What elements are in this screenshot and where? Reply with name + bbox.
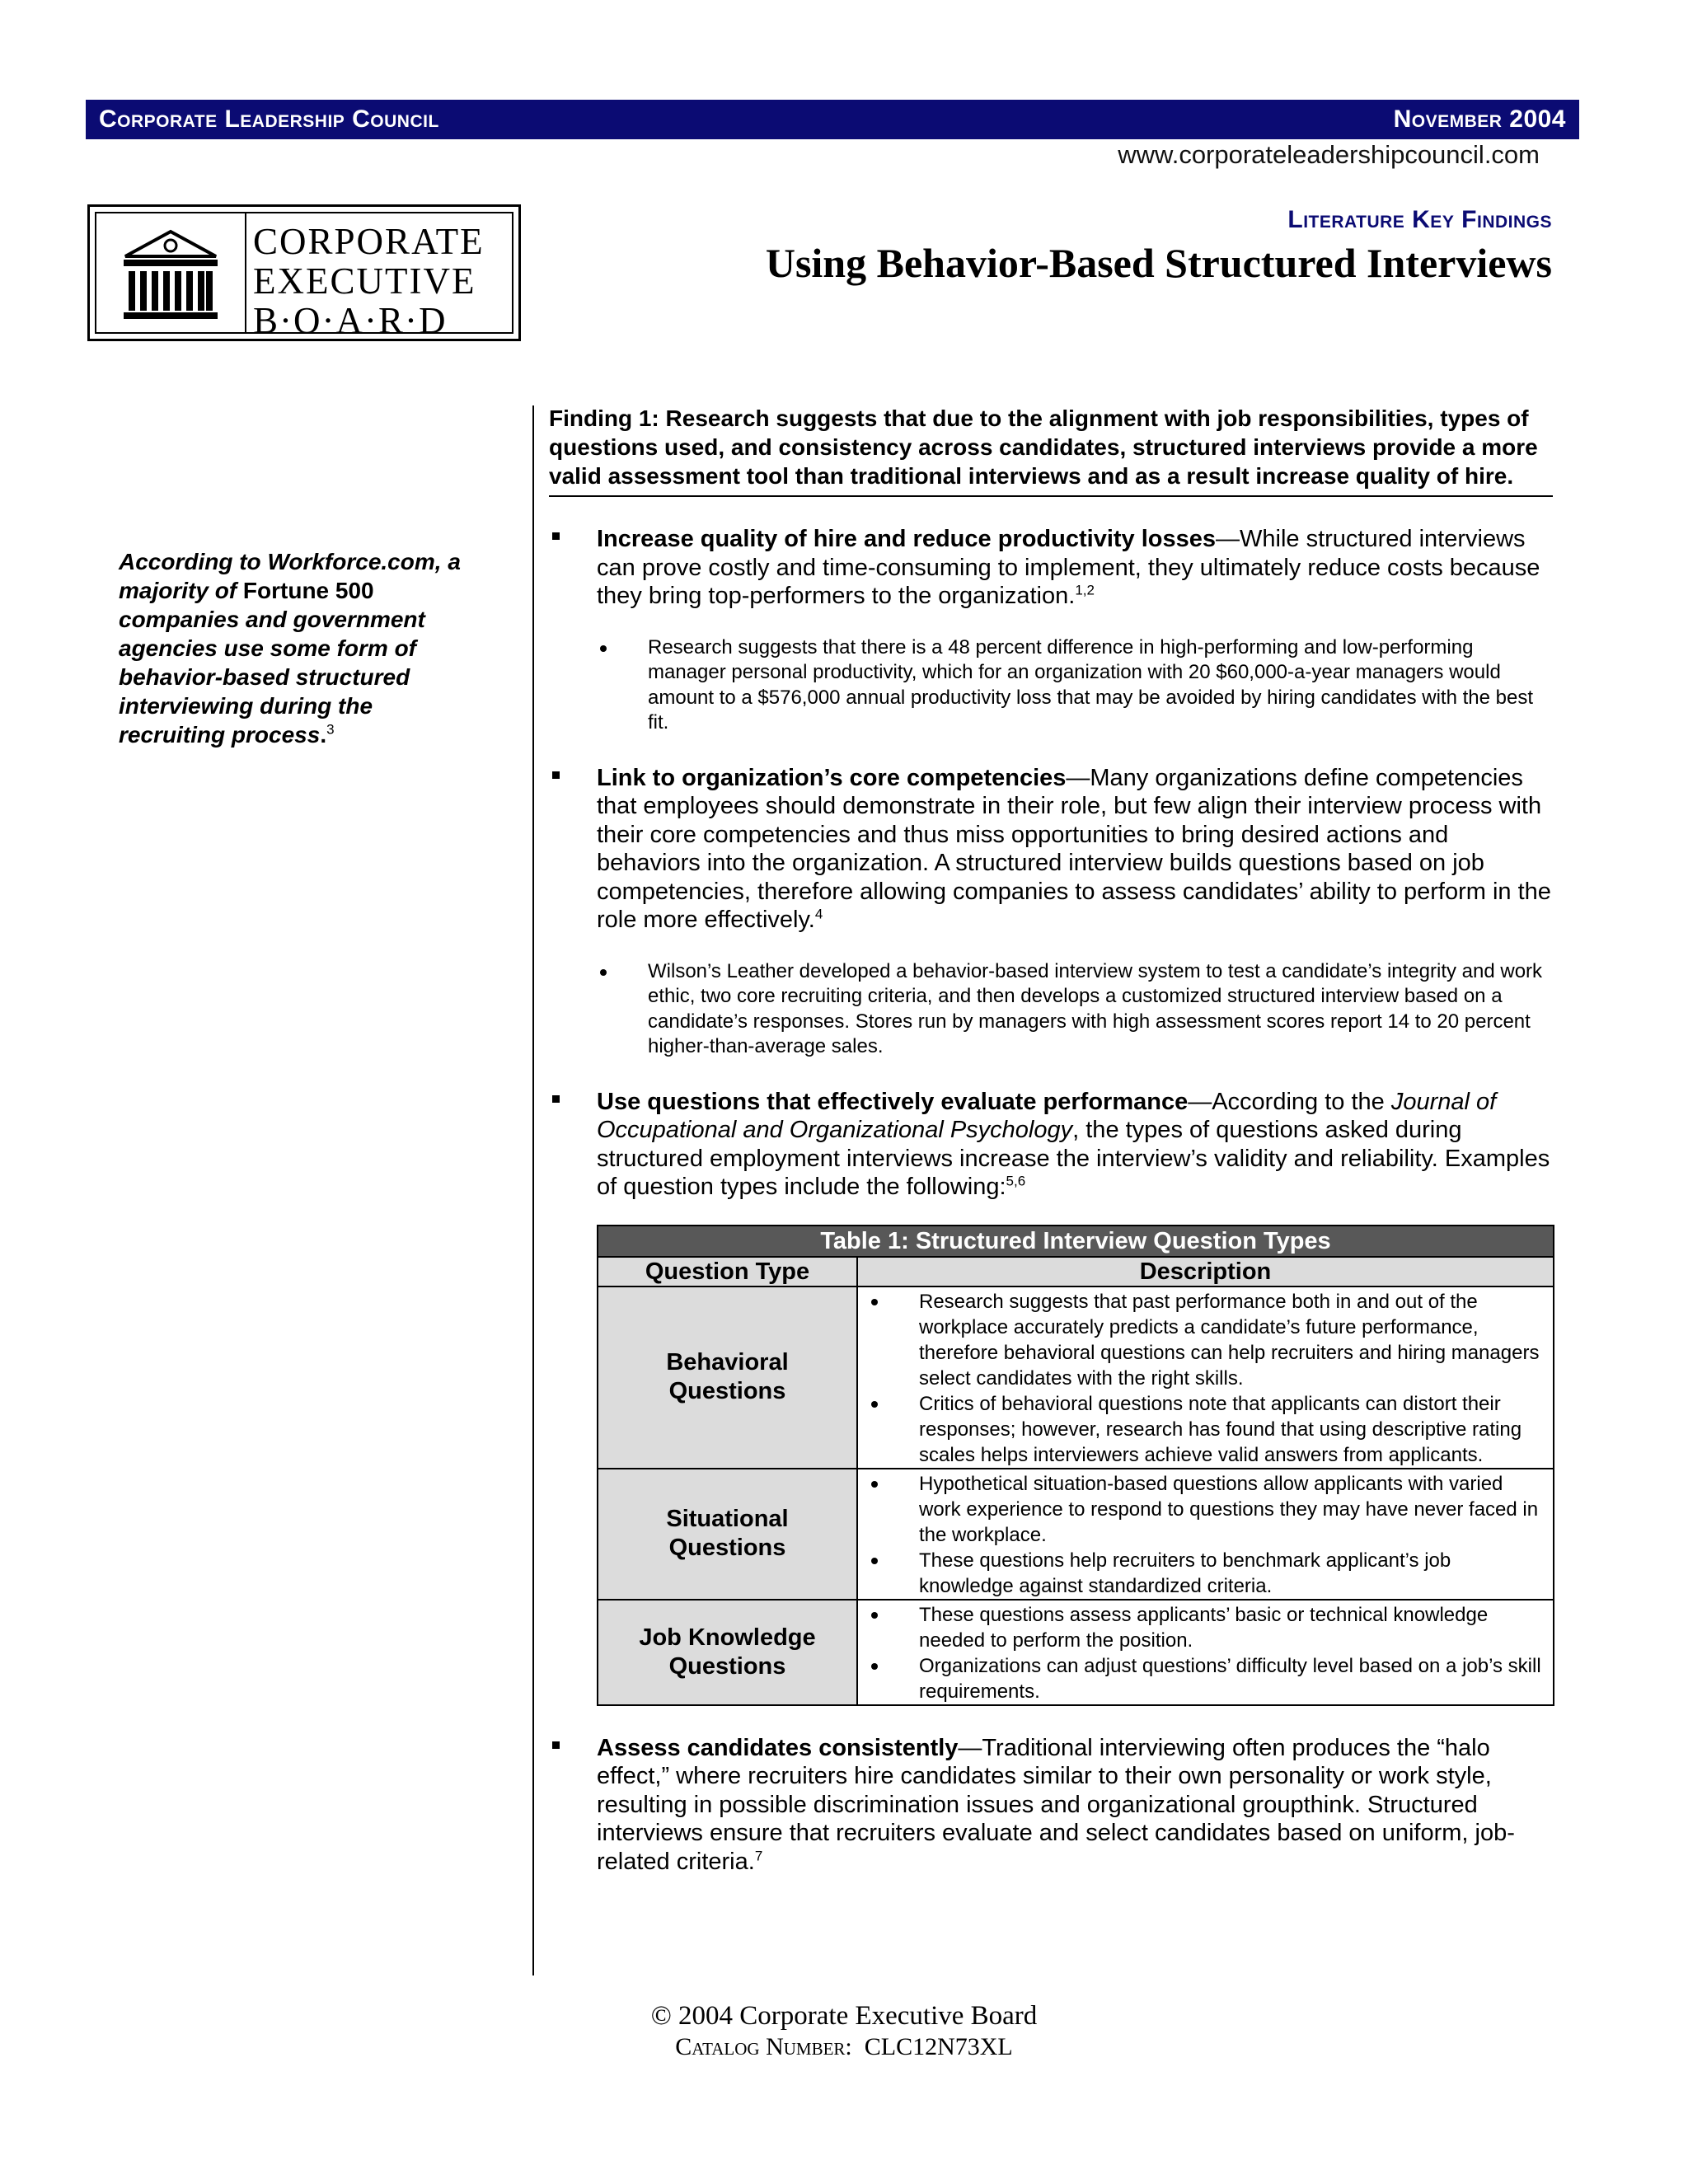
list-item: Critics of behavioral questions note that applicants can distort their responses; however, research has found that using descriptive rating scales helps interviewers achieve valid answers from applicants. [858,1391,1545,1468]
building-columns-icon [96,213,246,332]
website-url[interactable]: www.corporateleadershipcouncil.com [1118,140,1540,169]
bullet-icon [871,1401,878,1408]
supporting-detail: Wilson’s Leather developed a behavior-based interview system to test a candidate’s integrity and work ethic, two core recruiting criteria, and then develops a customized structured interview based on a candidate’s responses. Stores run by managers with high assessment scores report 14 to 20 percent higher-than-average sales. [648,959,1553,1060]
list-item: These questions help recruiters to benchmark applicant’s job knowledge against standardized criteria. [858,1548,1545,1599]
table-row [598,1468,1553,1599]
page-title: Using Behavior-Based Structured Interviews [765,240,1552,286]
supporting-detail: Research suggests that there is a 48 percent difference in high-performing and low-performing manager personal productivity, which for an organization with 20 $60,000-a-year managers would amount to a $576,000 annual productivity loss that may be avoided by hiring candidates with the best fit. [648,635,1553,736]
column-header-description: Description [1139,1258,1272,1285]
bullet-icon [600,645,607,652]
section-kicker: Literature Key Findings [1287,206,1552,233]
main-content [549,404,1553,1876]
logo-wordmark: CORPORATE EXECUTIVE B·O·A·R·D [253,221,485,341]
publication-date: November 2004 [1393,105,1566,133]
key-point: Increase quality of hire and reduce productivity losses—While structured interviews can prove costly and time-consuming to implement, they ultimately reduce costs because they bring top-performers to the organization.$^{1,2}$ [549,525,1553,611]
list-item: These questions assess applicants’ basic or technical knowledge needed to perform the position. [858,1602,1545,1653]
column-header-question-type: Question Type [598,1258,858,1286]
copyright-notice: © 2004 Corporate Executive Board [650,2001,1038,2031]
square-bullet-icon [552,1741,560,1749]
table-caption: Table 1: Structured Interview Question Types [598,1226,1553,1256]
description-cell [858,1287,1553,1468]
question-type-cell: Job Knowledge Questions [598,1601,858,1704]
sidebar-callout: According to Workforce.com, a majority of Fortune 500 companies and government agencies use some form of behavior-based structured interviewing during the recruiting process.$^3$ [119,549,461,748]
key-point: Link to organization’s core competencies—Many organizations define competencies that employees should demonstrate in their role, but few align their interview process with their core competencies and thus miss opportunities to bring desired actions and behaviors into the organization. A structured interview builds questions based on job competencies, therefore allowing companies to assess candidates’ ability to perform in the role more effectively.$^4$ [549,764,1553,935]
catalog-number: Catalog Number: CLC12N73XL [675,2033,1013,2060]
question-type-cell: Behavioral Questions [598,1287,858,1468]
column-divider [532,405,534,1975]
question-types-table [597,1225,1554,1706]
page-footer [0,2000,1688,2063]
finding-statement: Finding 1: Research suggests that due to the alignment with job responsibilities, types of questions used, and consistency across candidates, structured interviews provide a more valid assessment tool than traditional interviews and as a result increase quality of hire. [549,404,1553,497]
organization-name: Corporate Leadership Council [99,105,439,133]
bullet-icon [871,1558,878,1564]
bullet-icon [871,1481,878,1488]
list-item: Hypothetical situation-based questions allow applicants with varied work experience to respond to questions they may have never faced in the workplace. [858,1471,1545,1548]
square-bullet-icon [552,1095,560,1103]
bullet-icon [600,969,607,976]
description-cell [858,1601,1553,1704]
table-header-row [598,1256,1553,1286]
bullet-icon [871,1663,878,1670]
table-row [598,1286,1553,1468]
corporate-executive-board-logo [87,204,521,341]
list-item: Research suggests that past performance both in and out of the workplace accurately predicts a candidate’s future performance, therefore behavioral questions can help recruiters and hiring managers select candidates with the right skills. [858,1289,1545,1391]
bullet-icon [871,1299,878,1305]
question-type-cell: Situational Questions [598,1469,858,1599]
description-cell [858,1469,1553,1599]
table-row [598,1599,1553,1704]
square-bullet-icon [552,771,560,779]
square-bullet-icon [552,532,560,540]
header-banner [86,100,1579,139]
key-point: Use questions that effectively evaluate performance—According to the Journal of Occupational and Organizational Psychology, the types of questions asked during structured employment interviews increase the interview’s validity and reliability. Examples of question types include the following:$^{5,6}$ [549,1088,1553,1202]
bullet-icon [871,1612,878,1619]
key-point: Assess candidates consistently—Traditional interviewing often produces the “halo effect,” where recruiters hire candidates similar to their own personality or work style, resulting in possible discrimination issues and organizational groupthink. Structured interviews ensure that recruiters evaluate and select candidates based on uniform, job-related criteria.$^7$ [549,1734,1553,1877]
list-item: Organizations can adjust questions’ difficulty level based on a job’s skill requirements. [858,1653,1545,1704]
